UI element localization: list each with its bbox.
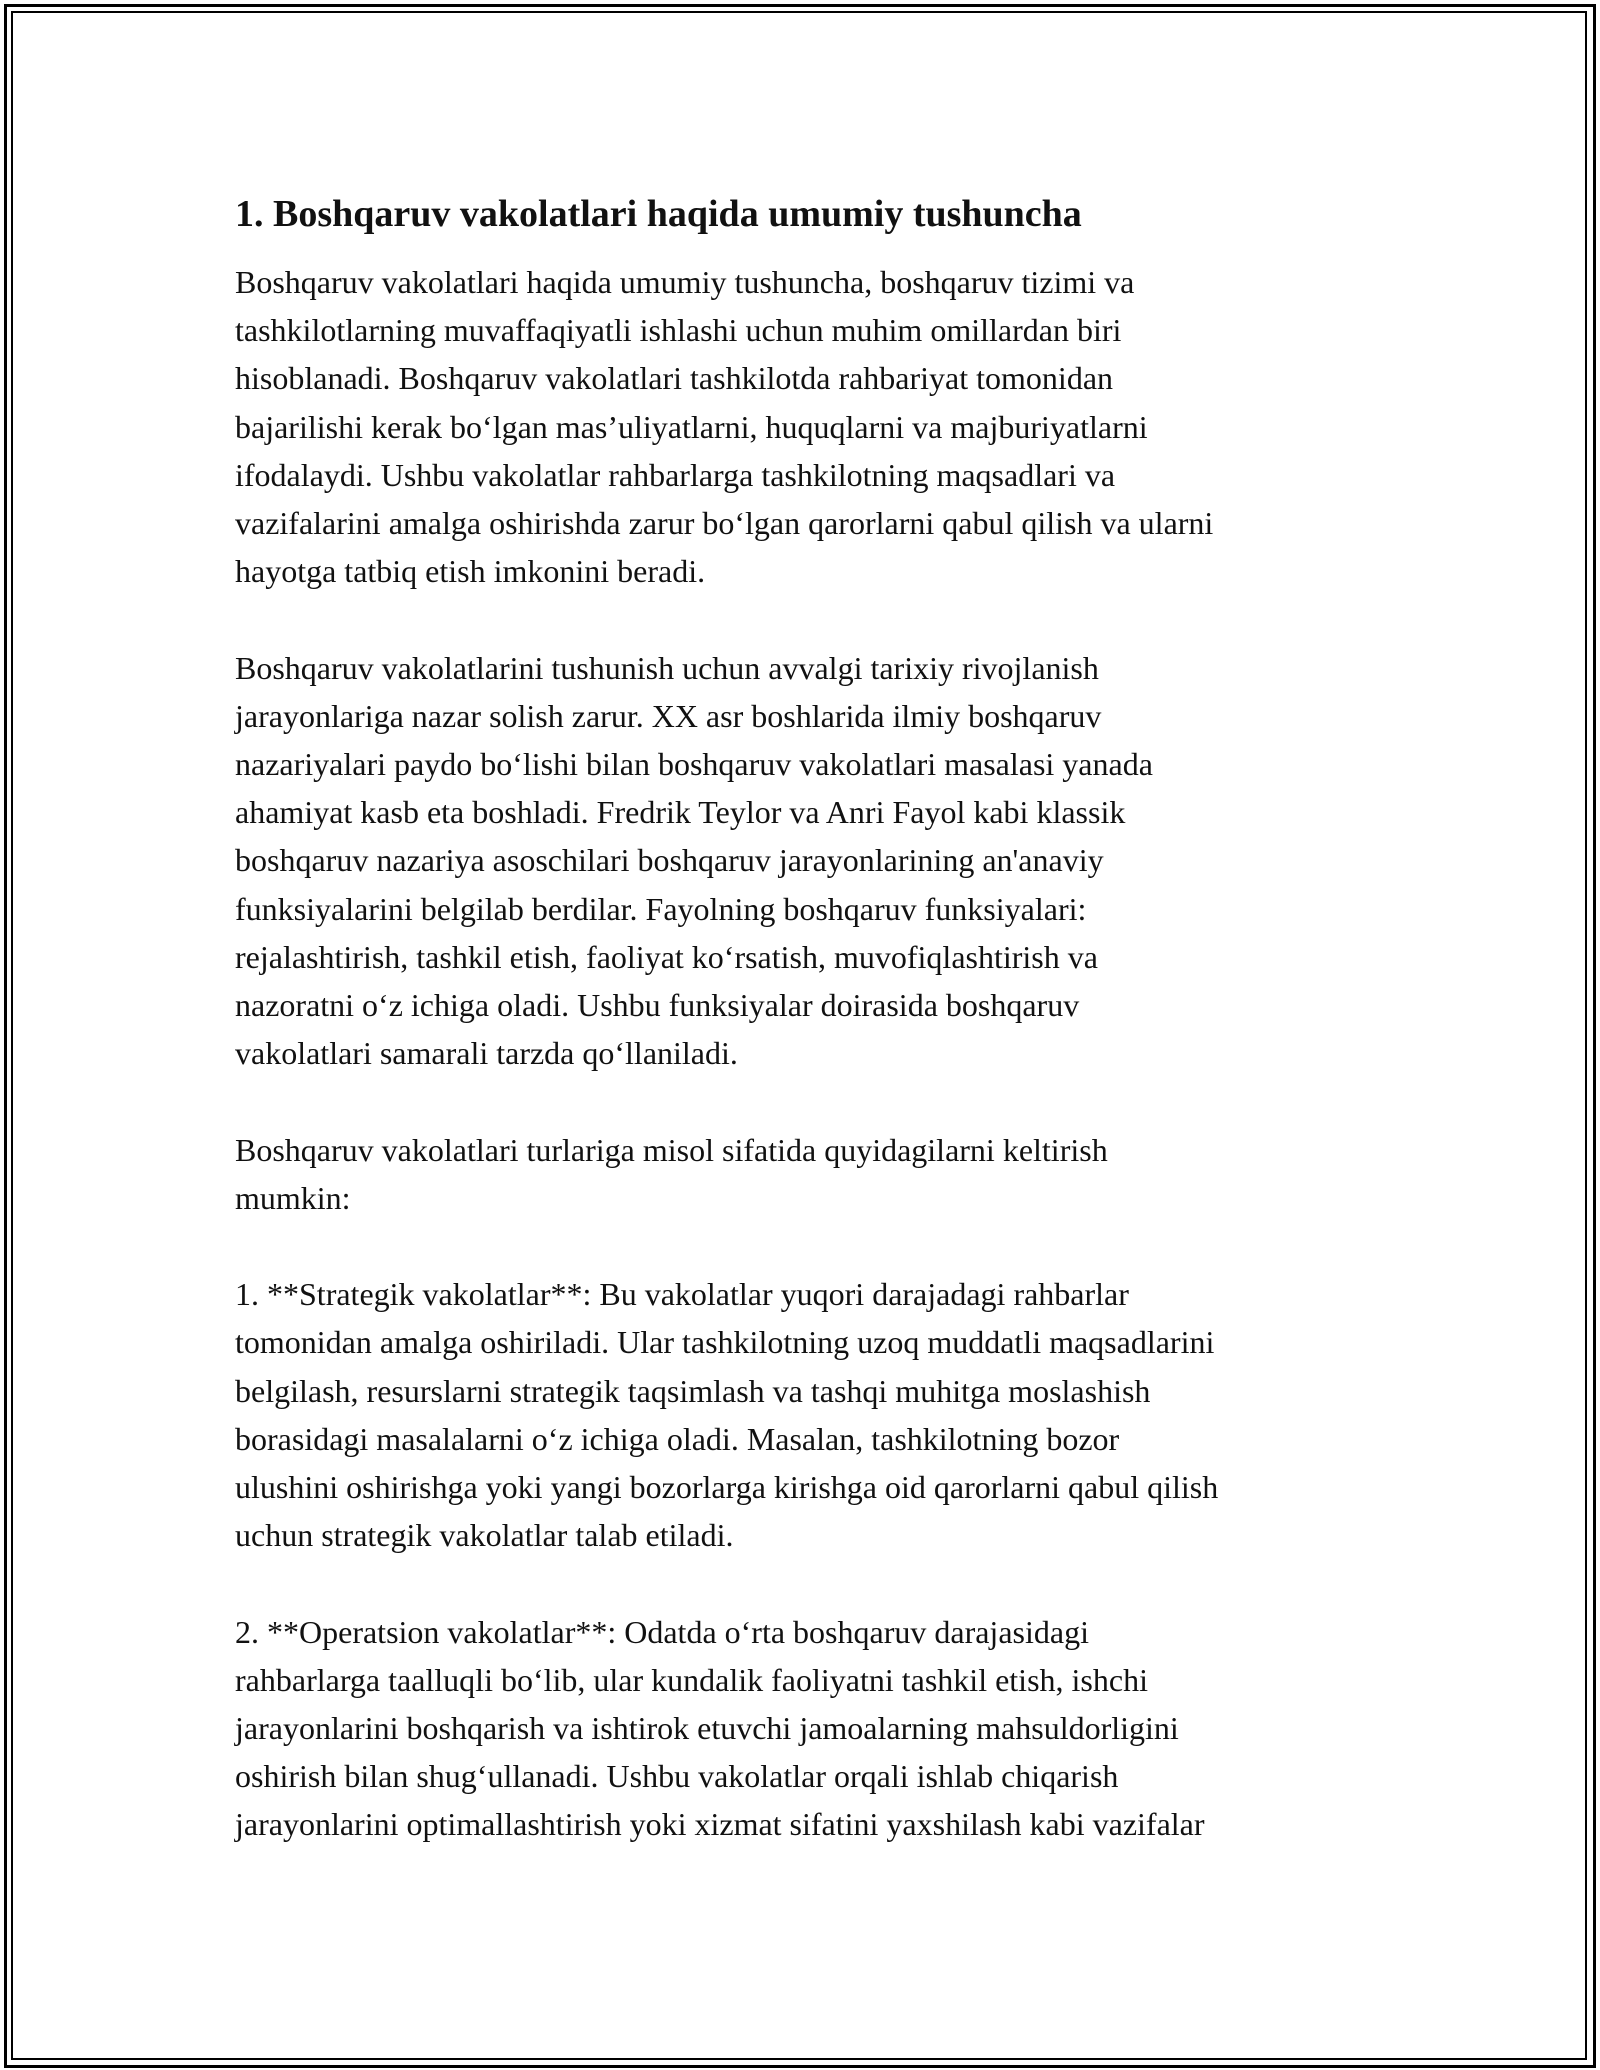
paragraph-line: vazifalarini amalga oshirishda zarur bo‘lgan qarorlarni qabul qilish va ularni: [235, 505, 1214, 542]
paragraph-line: 2. **Operatsion vakolatlar**: Odatda o‘rta boshqaruv darajasidagi: [235, 1613, 1089, 1650]
document-body: [235, 190, 1375, 1897]
paragraph-line: jarayonlarini optimallashtirish yoki xizmat sifatini yaxshilash kabi vazifalar: [235, 1806, 1205, 1843]
paragraph-line: bajarilishi kerak bo‘lgan mas’uliyatlarni, huquqlarni va majburiyatlarni: [235, 408, 1148, 445]
paragraph-line: rejalashtirish, tashkil etish, faoliyat ko‘rsatish, muvofiqlashtirish va: [235, 938, 1098, 975]
paragraph-line: uchun strategik vakolatlar talab etiladi.: [235, 1517, 734, 1554]
paragraph-line: nazariyalari paydo bo‘lishi bilan boshqaruv vakolatlari masalasi yanada: [235, 746, 1153, 783]
paragraph-line: hisoblanadi. Boshqaruv vakolatlari tashkilotda rahbariyat tomonidan: [235, 360, 1114, 397]
paragraph-line: belgilash, resurslarni strategik taqsimlash va tashqi muhitga moslashish: [235, 1372, 1151, 1409]
paragraph-line: vakolatlari samarali tarzda qo‘llaniladi.: [235, 1035, 738, 1072]
paragraph-line: ifodalaydi. Ushbu vakolatlar rahbarlarga tashkilotning maqsadlari va: [235, 456, 1116, 493]
paragraph-line: borasidagi masalalarni o‘z ichiga oladi. Masalan, tashkilotning bozor: [235, 1420, 1120, 1457]
paragraph-line: 1. **Strategik vakolatlar**: Bu vakolatlar yuqori darajadagi rahbarlar: [235, 1276, 1129, 1313]
paragraph-line: Boshqaruv vakolatlari turlariga misol sifatida quyidagilarni keltirish: [235, 1131, 1108, 1168]
paragraph: [235, 1270, 1375, 1559]
paragraph-line: boshqaruv nazariya asoschilari boshqaruv jarayonlarining an'anaviy: [235, 842, 1104, 879]
paragraph-line: nazoratni o‘z ichiga oladi. Ushbu funksiyalar doirasida boshqaruv: [235, 987, 1080, 1024]
paragraph: [235, 1126, 1375, 1222]
paragraph-list: [235, 258, 1375, 1849]
paragraph: [235, 644, 1375, 1078]
paragraph-line: mumkin:: [235, 1179, 351, 1216]
paragraph-line: ulushini oshirishga yoki yangi bozorlarga kirishga oid qarorlarni qabul qilish: [235, 1469, 1219, 1506]
section-heading: 1. Boshqaruv vakolatlari haqida umumiy tushuncha: [235, 193, 1082, 235]
paragraph: [235, 1608, 1375, 1849]
paragraph-line: rahbarlarga taalluqli bo‘lib, ular kundalik faoliyatni tashkil etish, ishchi: [235, 1661, 1148, 1698]
paragraph-line: Boshqaruv vakolatlarini tushunish uchun avvalgi tarixiy rivojlanish: [235, 649, 1099, 686]
paragraph: [235, 258, 1375, 595]
paragraph-line: hayotga tatbiq etish imkonini beradi.: [235, 553, 706, 590]
paragraph-line: tomonidan amalga oshiriladi. Ular tashkilotning uzoq muddatli maqsadlarini: [235, 1324, 1215, 1361]
paragraph-line: Boshqaruv vakolatlari haqida umumiy tushuncha, boshqaruv tizimi va: [235, 264, 1135, 300]
paragraph-line: oshirish bilan shug‘ullanadi. Ushbu vakolatlar orqali ishlab chiqarish: [235, 1758, 1119, 1795]
paragraph-line: jarayonlariga nazar solish zarur. XX asr boshlarida ilmiy boshqaruv: [235, 697, 1102, 734]
paragraph-line: ahamiyat kasb eta boshladi. Fredrik Teylor va Anri Fayol kabi klassik: [235, 794, 1126, 831]
paragraph-line: funksiyalarini belgilab berdilar. Fayolning boshqaruv funksiyalari:: [235, 890, 1087, 927]
paragraph-line: tashkilotlarning muvaffaqiyatli ishlashi uchun muhim omillardan biri: [235, 312, 1122, 349]
paragraph-line: jarayonlarini boshqarish va ishtirok etuvchi jamoalarning mahsuldorligini: [235, 1710, 1179, 1747]
